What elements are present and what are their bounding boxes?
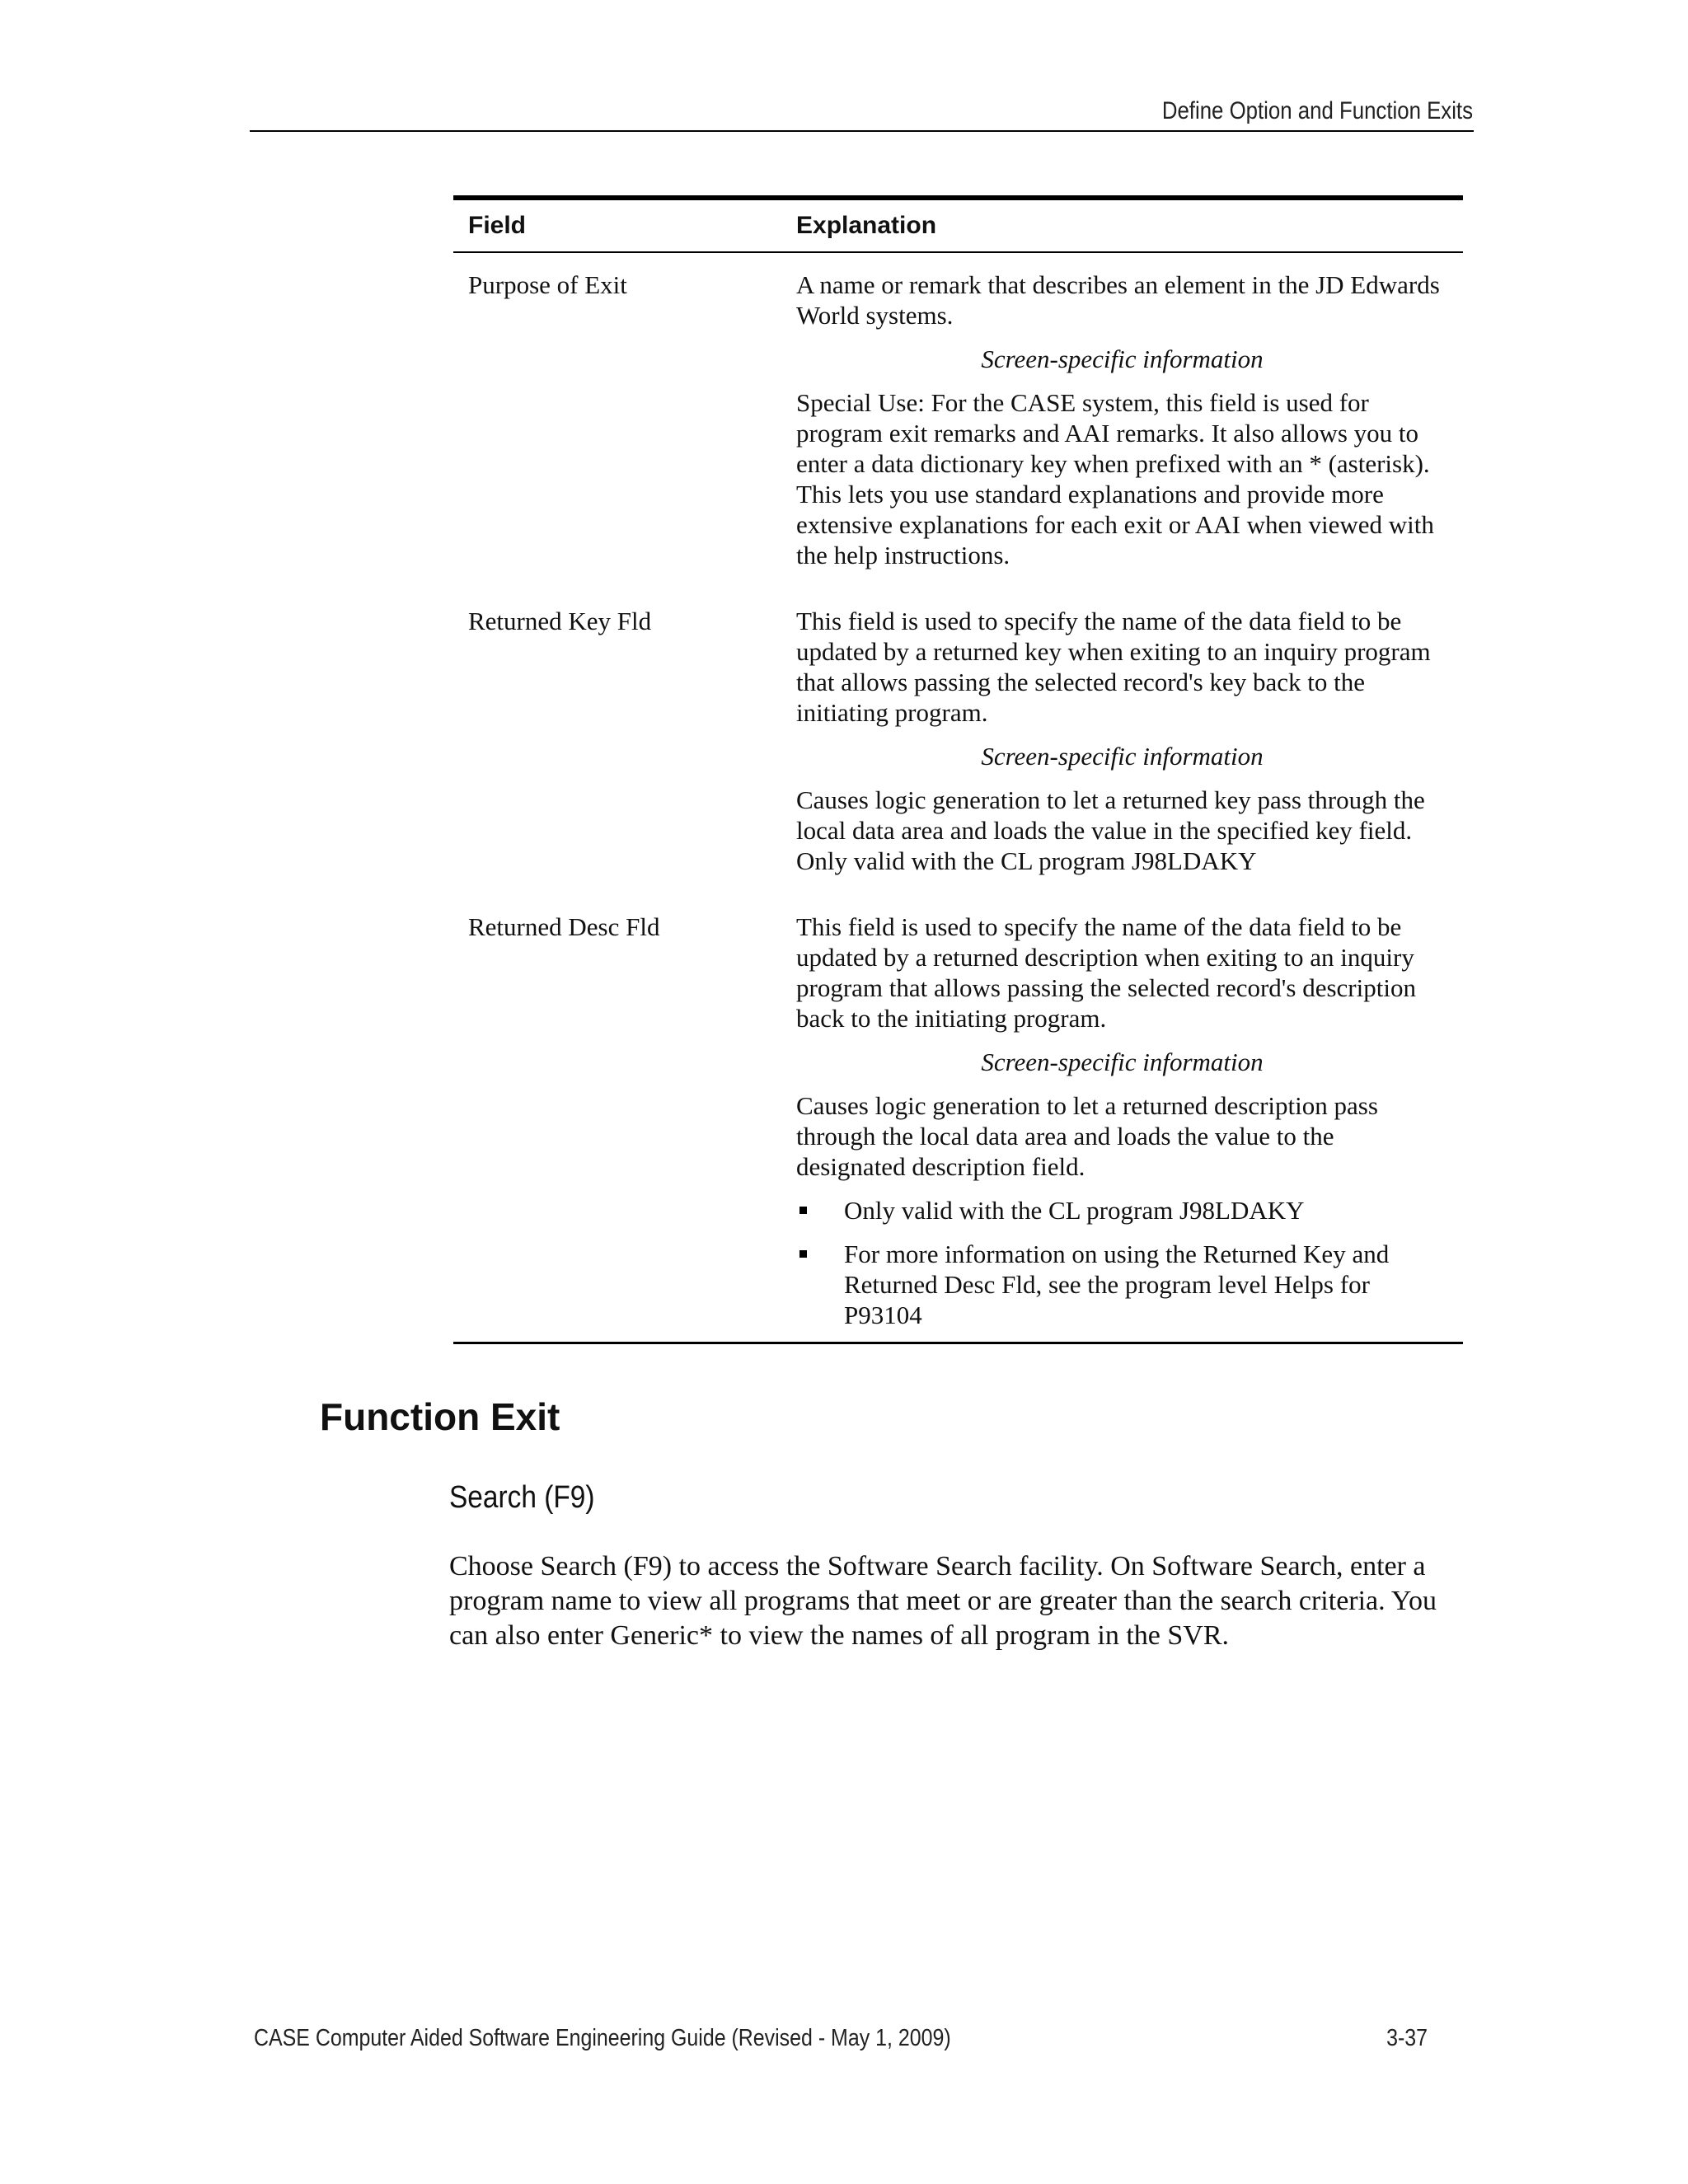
table-row (453, 911, 1463, 1343)
bullet-item (796, 1195, 1448, 1226)
bullet-item (796, 1239, 1448, 1330)
explanation-paragraph: Special Use: For the CASE system, this field is used for program exit remarks and AAI remarks. It also allows you to enter a data dictionary key when prefixed with an * (asterisk). This lets you use standard explanations and provide more extensive explanations for each exit or AAI when viewed with the help instructions. (796, 388, 1434, 569)
field-explanation (781, 252, 1463, 605)
section-heading: Function Exit (320, 1395, 560, 1438)
screen-specific-label: Screen-specific information (981, 1047, 1264, 1076)
bullet-list (796, 1195, 1448, 1330)
square-bullet-icon (799, 1250, 807, 1258)
explanation-paragraph: This field is used to specify the name of the data field to be updated by a returned description when exiting to an inquiry program that allows passing the selected record's description back to the initiating program. (796, 912, 1416, 1033)
column-header-field: Field (453, 198, 781, 252)
body-paragraph: Choose Search (F9) to access the Software Search facility. On Software Search, enter a program name to view all programs that meet or are greater than the search criteria. You can also enter Generic* to view the names of all program in the SVR. (449, 1551, 1437, 1651)
bullet-text: Only valid with the CL program J98LDAKY (844, 1196, 1305, 1225)
field-explanation (781, 911, 1463, 1343)
field-name: Returned Desc Fld (453, 911, 781, 1343)
field-explanation-table (453, 195, 1463, 1344)
field-explanation (781, 605, 1463, 911)
field-name: Purpose of Exit (468, 270, 627, 299)
explanation-paragraph: Causes logic generation to let a returned description pass through the local data area and loads the value to the designated description field. (796, 1091, 1378, 1181)
column-header-explanation: Explanation (781, 198, 1463, 252)
header-rule (250, 130, 1474, 132)
bullet-text: For more information on using the Returned Key and Returned Desc Fld, see the program level Helps for P93104 (844, 1240, 1390, 1329)
table-header-row (453, 198, 1463, 252)
sub-heading: Search (F9) (449, 1480, 595, 1515)
explanation-paragraph: This field is used to specify the name of the data field to be updated by a returned key when exiting to an inquiry program that allows passing the selected record's key back to the initiating program. (796, 607, 1431, 727)
table-row (453, 252, 1463, 605)
explanation-paragraph: Causes logic generation to let a returned key pass through the local data area and loads the value in the specified key field. Only valid with the CL program J98LDAKY (796, 785, 1425, 875)
screen-specific-label: Screen-specific information (981, 344, 1264, 373)
screen-specific-label: Screen-specific information (981, 742, 1264, 771)
square-bullet-icon (799, 1207, 807, 1214)
explanation-paragraph: A name or remark that describes an element in the JD Edwards World systems. (796, 270, 1440, 330)
footer-page-number: 3-37 (1386, 2025, 1428, 2051)
table-row (453, 605, 1463, 911)
running-header: Define Option and Function Exits (1161, 97, 1473, 124)
field-name: Returned Key Fld (468, 607, 652, 635)
footer-guide-title: CASE Computer Aided Software Engineering Guide (Revised - May 1, 2009) (254, 2025, 951, 2051)
